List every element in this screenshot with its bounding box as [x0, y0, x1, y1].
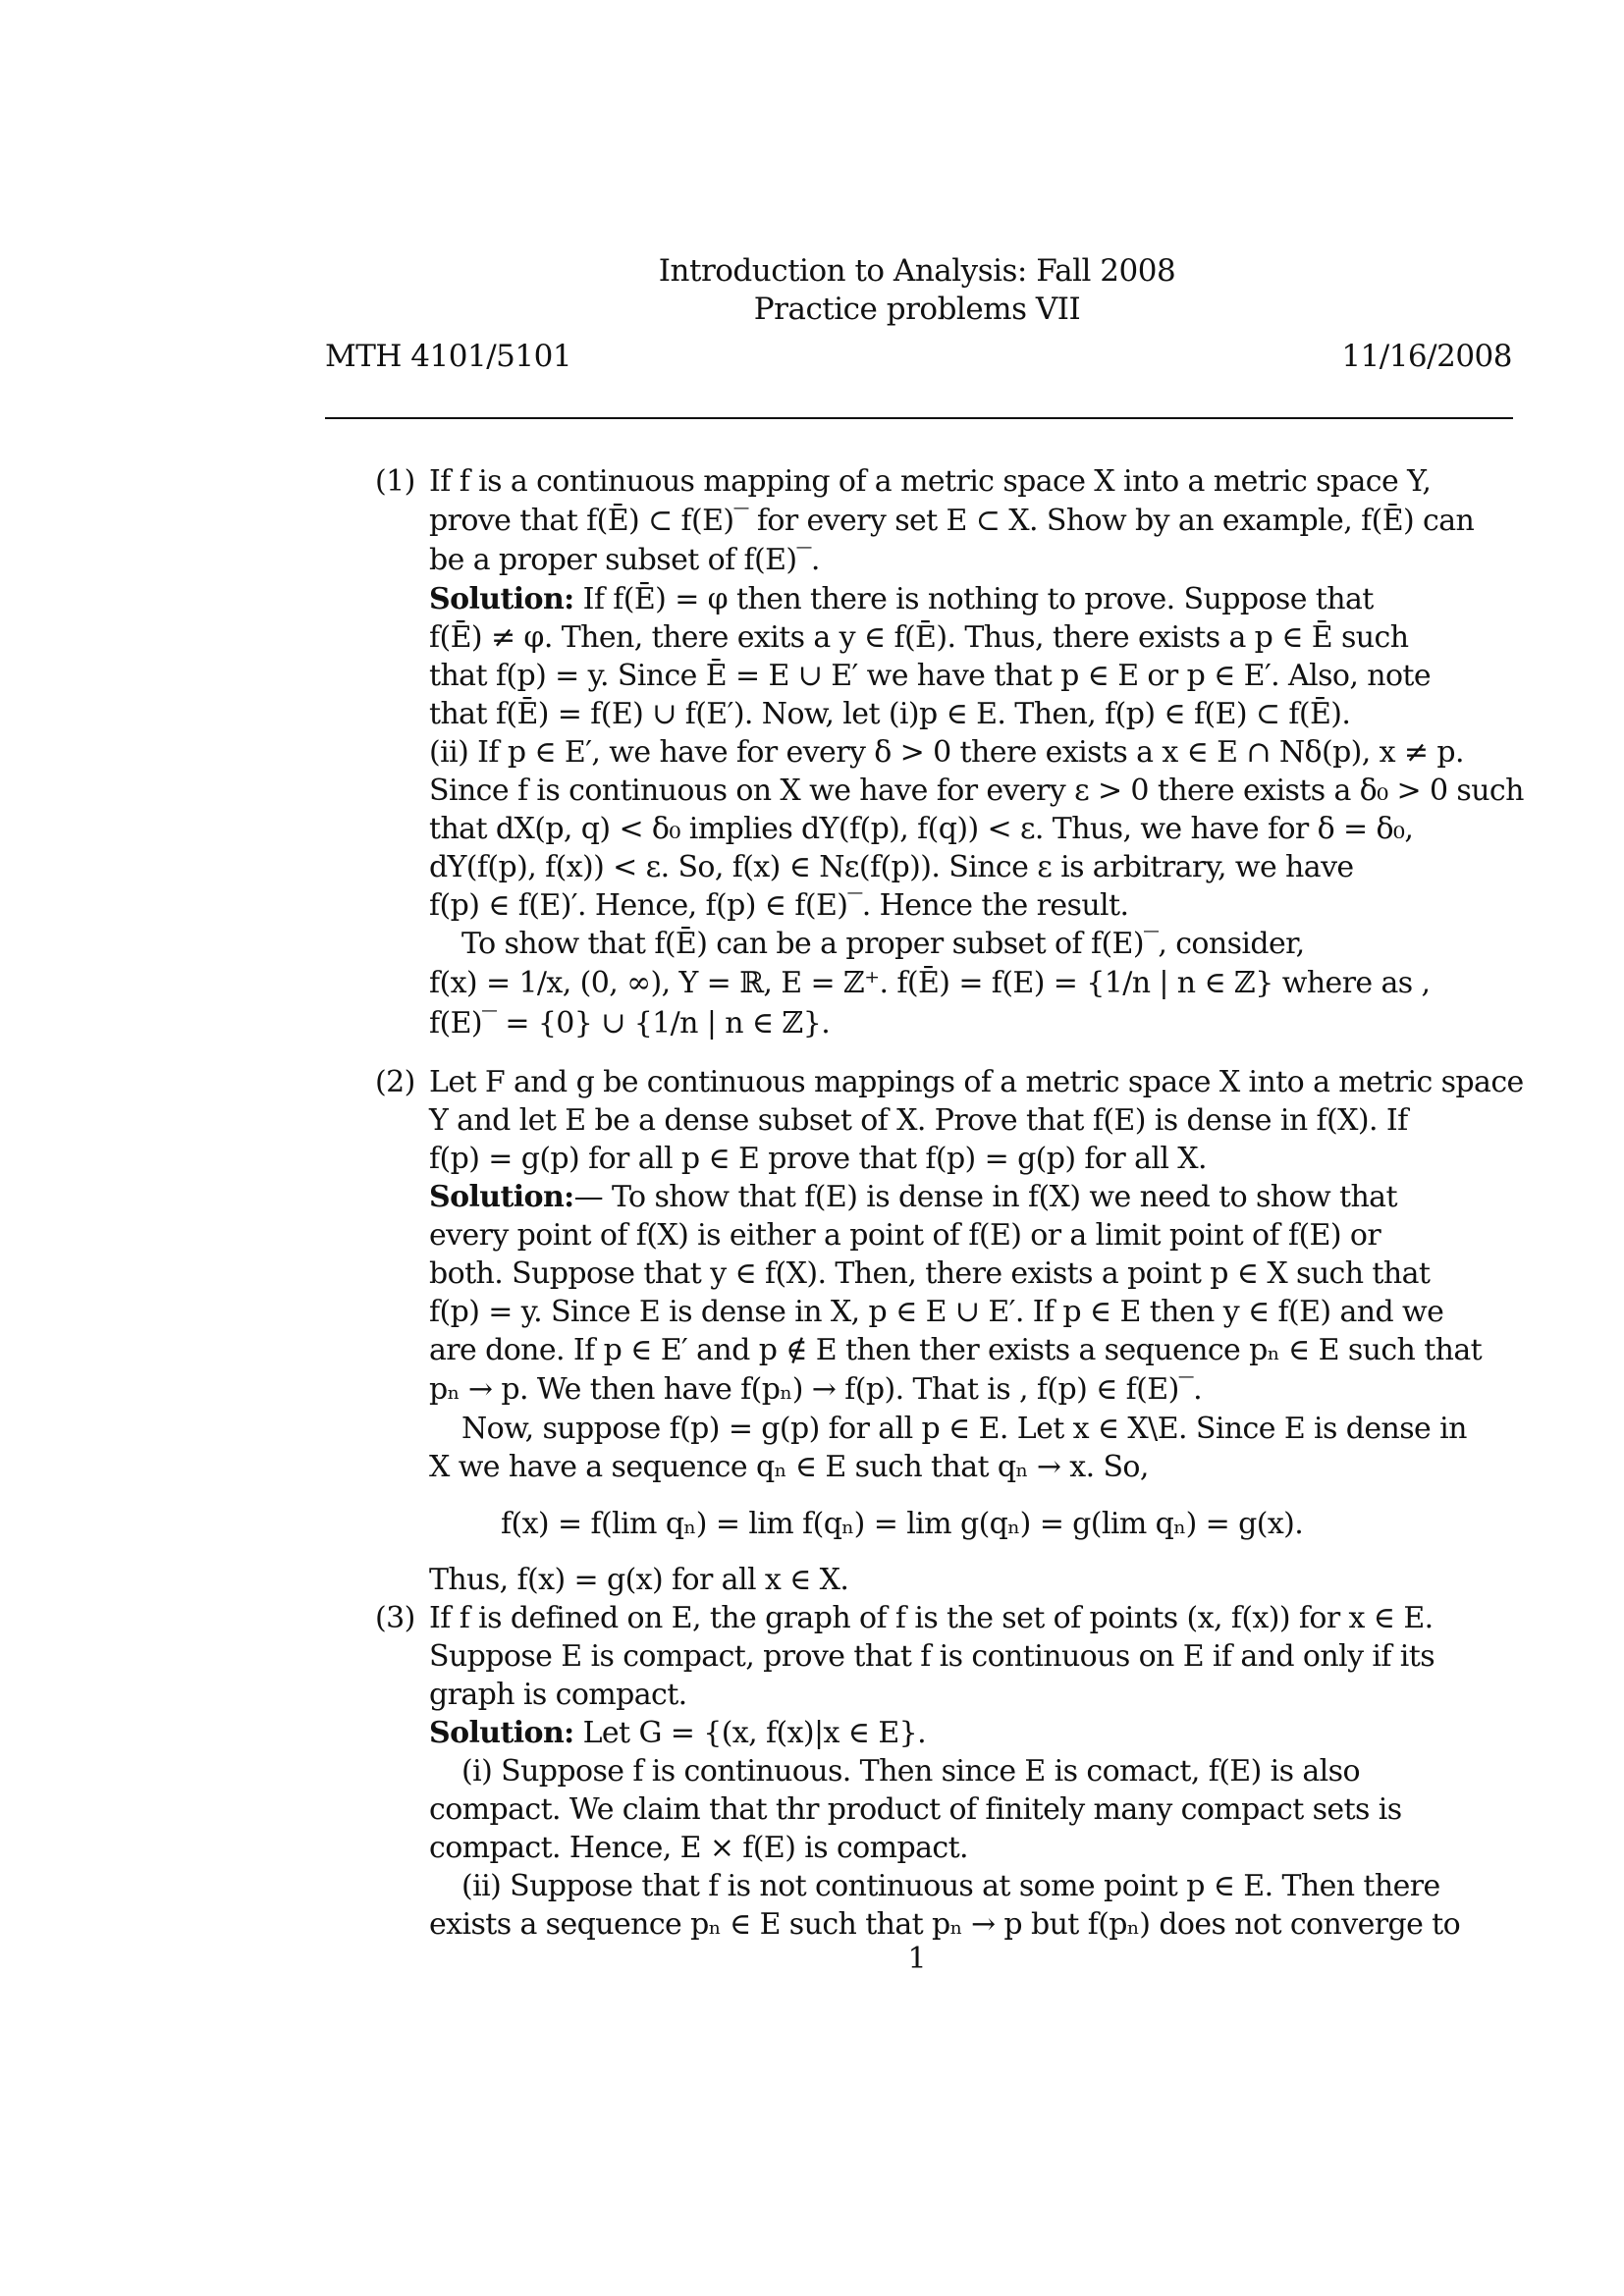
- solution-line: (ii) Suppose that f is not continuous at some point p ∈ E. Then there: [461, 1869, 1440, 1903]
- solution-line: dY(f(p), f(x)) < ε. So, f(x) ∈ Nε(f(p)). Since ε is arbitrary, we have: [429, 850, 1354, 884]
- solution-line: both. Suppose that y ∈ f(X). Then, there exists a point p ∈ X such that: [429, 1256, 1431, 1291]
- problem-text-line: If f is defined on E, the graph of f is the set of points (x, f(x)) for x ∈ E.: [429, 1601, 1434, 1635]
- problem-text-line: Y and let E be a dense subset of X. Prove that f(E) is dense in f(X). If: [429, 1103, 1408, 1138]
- solution-line: Now, suppose f(p) = g(p) for all p ∈ E. Let x ∈ X\E. Since E is dense in: [461, 1412, 1467, 1446]
- solution-line: f(p) = y. Since E is dense in X, p ∈ E ∪ E′. If p ∈ E then y ∈ f(E) and we: [429, 1295, 1444, 1329]
- solution-line: that f(p) = y. Since Ē = E ∪ E′ we have that p ∈ E or p ∈ E′. Also, note: [429, 659, 1432, 693]
- solution-line: are done. If p ∈ E′ and p ∉ E then ther exists a sequence pₙ ∈ E such that: [429, 1333, 1483, 1367]
- solution-line: Thus, f(x) = g(x) for all x ∈ X.: [429, 1563, 849, 1597]
- problem-text-line: f(p) = g(p) for all p ∈ E prove that f(p) = g(p) for all X.: [429, 1142, 1207, 1176]
- problem-number: (3): [375, 1601, 415, 1635]
- solution-line: (i) Suppose f is continuous. Then since E is comact, f(E) is also: [461, 1754, 1360, 1789]
- problem-text-line: Let F and g be continuous mappings of a metric space X into a metric space: [429, 1065, 1524, 1099]
- problem-text-line: prove that f(Ē) ⊂ f(E)‾ for every set E ⊂ X. Show by an example, f(Ē) can: [429, 504, 1475, 538]
- solution-line: Solution: If f(Ē) = φ then there is nothing to prove. Suppose that: [429, 582, 1374, 616]
- solution-line: pₙ → p. We then have f(pₙ) → f(p). That is , f(p) ∈ f(E)‾.: [429, 1372, 1203, 1407]
- solution-line: that dX(p, q) < δ₀ implies dY(f(p), f(q)) < ε. Thus, we have for δ = δ₀,: [429, 812, 1414, 846]
- solution-line: f(x) = 1/x, (0, ∞), Y = ℝ, E = ℤ⁺. f(Ē) = f(E) = {1/n | n ∈ ℤ} where as ,: [429, 966, 1431, 1000]
- solution-label: Solution:: [429, 1180, 574, 1214]
- solution-line: To show that f(Ē) can be a proper subset of f(E)‾, consider,: [461, 927, 1305, 961]
- problem-text-line: If f is a continuous mapping of a metric space X into a metric space Y,: [429, 464, 1432, 499]
- problem-number: (1): [375, 464, 415, 499]
- solution-line: f(p) ∈ f(E)′. Hence, f(p) ∈ f(E)‾. Hence the result.: [429, 888, 1129, 923]
- problem-text-line: graph is compact.: [429, 1678, 687, 1712]
- solution-line: every point of f(X) is either a point of f(E) or a limit point of f(E) or: [429, 1218, 1381, 1253]
- header-rule: [325, 417, 1513, 419]
- solution-line: Solution: Let G = {(x, f(x)|x ∈ E}.: [429, 1716, 927, 1750]
- solution-label: Solution:: [429, 1716, 574, 1750]
- solution-line: X we have a sequence qₙ ∈ E such that qₙ → x. So,: [429, 1450, 1149, 1484]
- document-date: 11/16/2008: [1341, 339, 1512, 374]
- solution-line: compact. We claim that thr product of finitely many compact sets is: [429, 1792, 1402, 1827]
- problem-text-line: Suppose E is compact, prove that f is continuous on E if and only if its: [429, 1639, 1435, 1674]
- solution-line: (ii) If p ∈ E′, we have for every δ > 0 there exists a x ∈ E ∩ Nδ(p), x ≠ p.: [429, 735, 1464, 770]
- problem-text-line: be a proper subset of f(E)‾.: [429, 543, 820, 577]
- solution-line: that f(Ē) = f(E) ∪ f(E′). Now, let (i)p ∈ E. Then, f(p) ∈ f(E) ⊂ f(Ē).: [429, 697, 1351, 731]
- solution-label: Solution:: [429, 582, 574, 616]
- solution-line: Solution:— To show that f(E) is dense in f(X) we need to show that: [429, 1180, 1397, 1214]
- solution-line: Since f is continuous on X we have for every ε > 0 there exists a δ₀ > 0 such: [429, 774, 1524, 808]
- problem-number: (2): [375, 1065, 415, 1099]
- document-subtitle: Practice problems VII: [753, 292, 1081, 327]
- solution-line: compact. Hence, E × f(E) is compact.: [429, 1831, 968, 1865]
- course-code: MTH 4101/5101: [325, 339, 572, 374]
- solution-line: f(Ē) ≠ φ. Then, there exits a y ∈ f(Ē). Thus, there exists a p ∈ Ē such: [429, 620, 1409, 655]
- page-number: 1: [907, 1942, 927, 1976]
- solution-line: f(E)‾ = {0} ∪ {1/n | n ∈ ℤ}.: [429, 1006, 831, 1041]
- display-equation: f(x) = f(lim qₙ) = lim f(qₙ) = lim g(qₙ) = g(lim qₙ) = g(x).: [501, 1507, 1304, 1541]
- solution-line: exists a sequence pₙ ∈ E such that pₙ → p but f(pₙ) does not converge to: [429, 1907, 1461, 1942]
- document-title: Introduction to Analysis: Fall 2008: [658, 253, 1176, 289]
